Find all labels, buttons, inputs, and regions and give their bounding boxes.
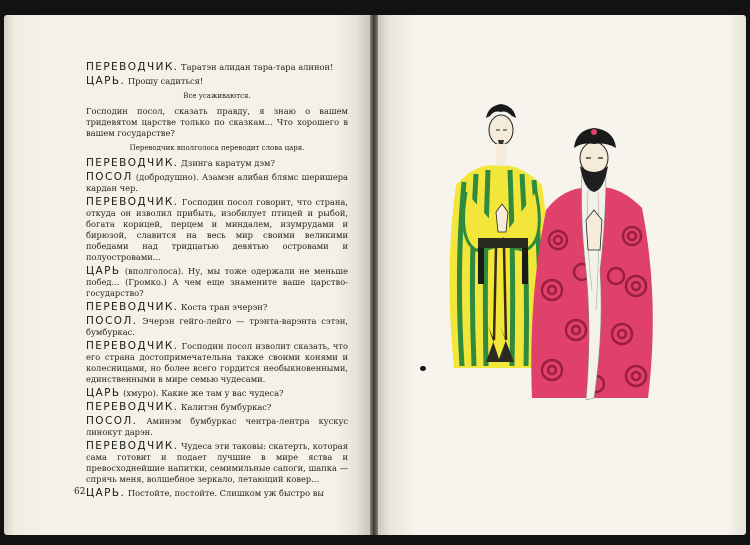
line-text: Постойте, постойте. Слишком уж быстро вы — [125, 488, 325, 498]
speaker-name: ЦАРЬ. — [86, 75, 126, 87]
play-text — [86, 62, 348, 499]
line-text: Аминэм бумбуркас чентра-лентра кускус линокут дарэн. — [86, 416, 348, 437]
left-page — [4, 15, 370, 535]
dialogue-line — [86, 488, 348, 499]
speaker-name: ЦАРЬ — [86, 387, 121, 399]
stage-direction: Все усаживаются. — [183, 92, 251, 100]
stage-direction: Переводчик вполголоса переводит слова царя. — [129, 144, 305, 152]
dialogue-line — [86, 76, 348, 87]
line-text: Господин посол говорит, что страна, откуда он изволил прибыть, изобилует птицей и рыбой, богата корицей, перцем и миндалем, изумрудами и бирюзой, славится на весь мир своими великими победами над тридцатью девятью островами и полуостровами... — [86, 197, 348, 262]
line-text: (добродушно). Азамэн алибан блямс шеришера кардан чер. — [86, 172, 348, 193]
dialogue-line — [86, 158, 348, 169]
speaker-name: ПЕРЕВОДЧИК. — [86, 61, 179, 73]
dialogue-line — [86, 62, 348, 73]
dialogue-line — [86, 302, 348, 313]
speaker-name: ПОСОЛ — [86, 171, 133, 183]
line-text: Дзинга каратум дэм? — [178, 158, 275, 168]
speaker-name: ПОСОЛ. — [86, 415, 138, 427]
dialogue-line — [86, 388, 348, 399]
dialogue-line — [86, 316, 348, 338]
speaker-name: ПОСОЛ. — [86, 315, 138, 327]
dialogue-line — [86, 416, 348, 438]
speaker-name: ПЕРЕВОДЧИК. — [86, 301, 179, 313]
line-text: Эчерэн гейго-лейго — трэнта-варэнта сэтэн, бумбуркас. — [86, 316, 348, 337]
line-text: Коста тран эчерэн? — [178, 302, 268, 312]
page-number: 62 — [74, 487, 86, 497]
line-text: Господин посол, сказать правду, я знаю о вашем тридевятом царстве только по сказкам... Что хорошего в вашем государстве? — [86, 106, 348, 138]
dialogue-line — [86, 341, 348, 385]
speaker-name: ЦАРЬ — [86, 265, 121, 277]
line-text: Господин посол изволит сказать, что его страна достопримечательна также своими конями и колесницами, но более всего гордится необыкновенными, единственными в мире семью чудесами. — [86, 341, 348, 384]
dialogue-line — [86, 106, 348, 139]
dialogue-line — [86, 197, 348, 263]
speaker-name: ЦАРЬ. — [86, 487, 126, 499]
line-text: Прошу садиться! — [125, 76, 204, 86]
dialogue-line — [86, 441, 348, 485]
speaker-name: ПЕРЕВОДЧИК. — [86, 157, 179, 169]
speaker-name: ПЕРЕВОДЧИК. — [86, 340, 179, 352]
dialogue-line — [86, 402, 348, 413]
book-spine-gutter — [370, 15, 378, 535]
line-text: Таратэн алидан тара-тара алинон! — [178, 62, 334, 72]
line-text: Чудеса эти таковы: скатерть, которая сама готовит и подает лучшие в мире яства и превосходнейшие напитки, семимильные сапоги, шапка — спрячь меня, волшебное зеркало, летающий ковер... — [86, 441, 348, 484]
ambassador-figure — [531, 128, 653, 400]
speaker-name: ПЕРЕВОДЧИК. — [86, 440, 179, 452]
illustration-two-figures — [436, 100, 666, 420]
dialogue-line — [86, 172, 348, 194]
speaker-name: ПЕРЕВОДЧИК. — [86, 196, 179, 208]
line-text: Калитэн бумбуркас? — [178, 402, 272, 412]
line-text: (вполголоса). Ну, мы тоже одержали не меньше побед... (Громко.) А чем еще знамените ваше царство-государство? — [86, 266, 348, 298]
ink-speck — [420, 366, 426, 371]
speaker-name: ПЕРЕВОДЧИК. — [86, 401, 179, 413]
dialogue-line — [86, 266, 348, 299]
line-text: (хмуро). Какие же там у вас чудеса? — [120, 388, 284, 398]
